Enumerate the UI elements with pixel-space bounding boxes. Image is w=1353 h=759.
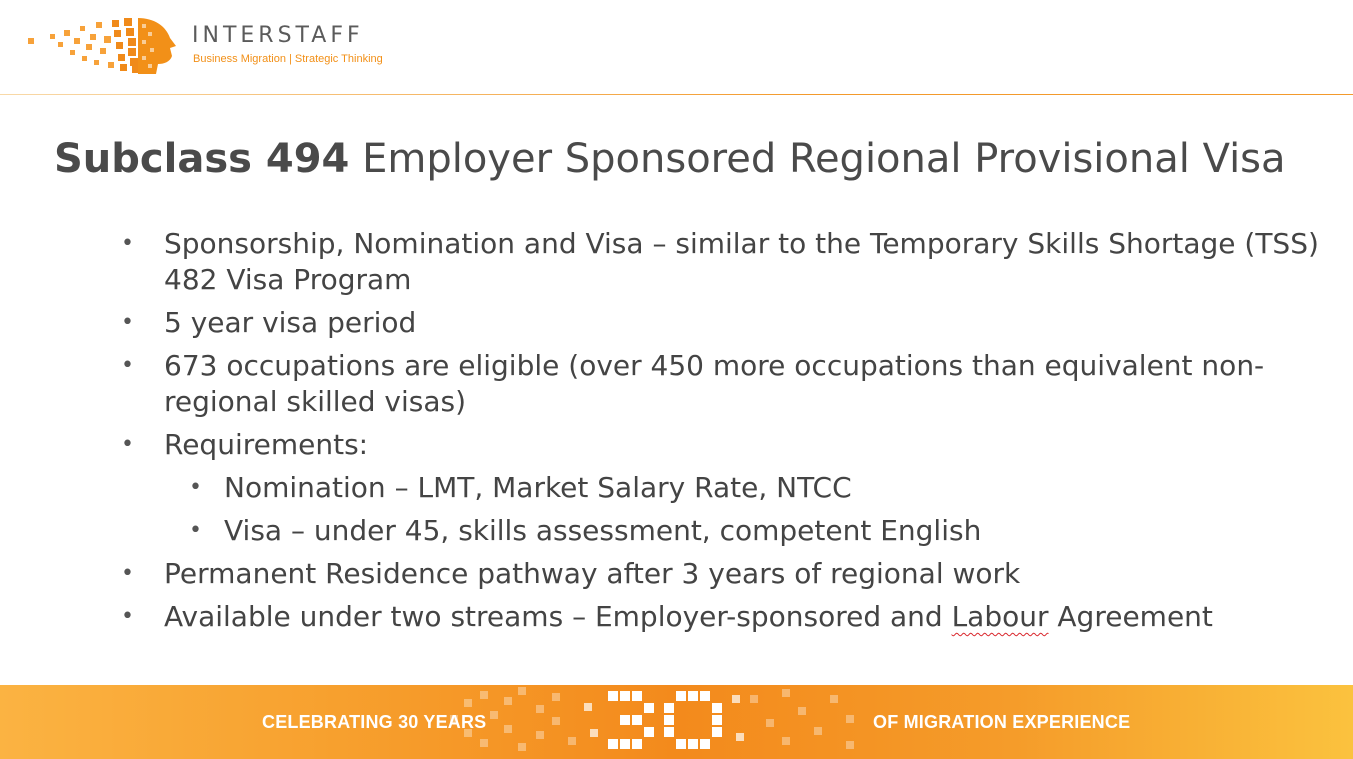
list-item-text: 673 occupations are eligible (over 450 more occupations than equivalent non-regional skilled visas) bbox=[164, 349, 1265, 418]
bullet-icon: • bbox=[189, 475, 202, 500]
brand-name: INTERSTAFF bbox=[192, 23, 364, 48]
list-item-text: Nomination – LMT, Market Salary Rate, NTCC bbox=[224, 471, 852, 504]
list-item bbox=[121, 305, 1331, 341]
list-item-text: Permanent Residence pathway after 3 years of regional work bbox=[164, 557, 1021, 590]
bullet-icon: • bbox=[121, 604, 134, 629]
sub-list-item bbox=[121, 470, 1331, 506]
slide-header bbox=[0, 0, 1353, 95]
bullet-icon: • bbox=[189, 518, 202, 543]
bullet-icon: • bbox=[121, 561, 134, 586]
slide-title-rest: Employer Sponsored Regional Provisional Visa bbox=[349, 136, 1286, 182]
brand-tagline: Business Migration | Strategic Thinking bbox=[193, 53, 383, 65]
list-item-text-before: Available under two streams – Employer-sponsored and bbox=[164, 600, 952, 633]
list-item-text: Sponsorship, Nomination and Visa – similar to the Temporary Skills Shortage (TSS) 482 Visa Program bbox=[164, 227, 1319, 296]
list-item bbox=[121, 348, 1331, 420]
list-item-text: 5 year visa period bbox=[164, 306, 417, 339]
bullet-icon: • bbox=[121, 231, 134, 256]
pixel-head-logo-icon bbox=[24, 16, 184, 76]
footer-right-text: OF MIGRATION EXPERIENCE bbox=[873, 712, 1131, 732]
spellcheck-flagged-word: Labour bbox=[951, 600, 1049, 633]
slide-title-bold: Subclass 494 bbox=[54, 136, 350, 182]
list-item bbox=[121, 556, 1331, 592]
pixel-30-icon bbox=[440, 685, 900, 759]
list-item bbox=[121, 427, 1331, 463]
list-item-text-after: Agreement bbox=[1048, 600, 1213, 633]
sub-list-item bbox=[121, 513, 1331, 549]
bullet-icon: • bbox=[121, 432, 134, 457]
list-item bbox=[121, 226, 1331, 298]
list-item-text: Requirements: bbox=[164, 428, 369, 461]
list-item-text: Visa – under 45, skills assessment, competent English bbox=[224, 514, 982, 547]
bullet-icon: • bbox=[121, 310, 134, 335]
bullet-list bbox=[121, 226, 1331, 642]
footer-left-text: CELEBRATING 30 YEARS bbox=[262, 712, 487, 732]
footer-banner bbox=[0, 685, 1353, 759]
list-item bbox=[121, 599, 1331, 635]
header-divider bbox=[0, 94, 1353, 95]
bullet-icon: • bbox=[121, 353, 134, 378]
slide-title bbox=[54, 136, 1286, 182]
